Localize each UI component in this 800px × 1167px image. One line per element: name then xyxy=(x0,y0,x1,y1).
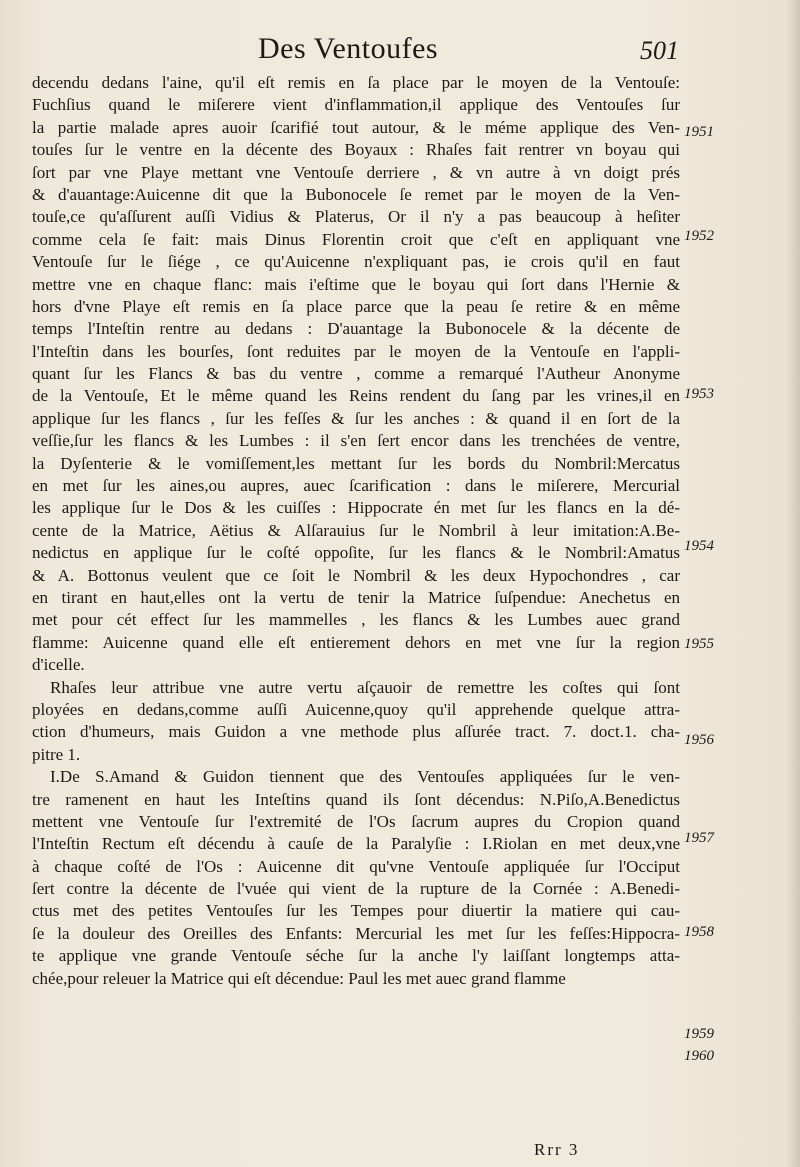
text-line: chée,pour releuer la Matrice qui eſt décendue: Paul les met auec grand flamme xyxy=(32,968,566,988)
text-line: touſe,ce qu'aſſurent auſſi Vidius & Platerus, Or il n'y a pas beaucoup à heſiter xyxy=(32,207,680,227)
text-line: ſort par vne Playe mettant vne Ventouſe derriere , & vn autre à vn doigt prés xyxy=(32,162,680,182)
running-title: Des Ventoufes xyxy=(258,32,439,65)
text-line: mettre vne en chaque flanc: mais i'eſtime que le boyau qui ſort dans l'Hernie & xyxy=(32,274,680,294)
margin-note: 1955 xyxy=(684,636,714,652)
text-line: & d'auantage:Auicenne dit que la Bubonocele ſe remet par le moyen de la Ven- xyxy=(32,184,680,204)
text-line: flamme: Auicenne quand elle eſt entierement dehors en met vne ſur la region xyxy=(32,632,680,652)
text-line: met pour cét effect ſur les mammelles , les flancs & les Lumbes auec grand xyxy=(32,610,680,630)
text-line: Rhaſes leur attribue vne autre vertu aſçauoir de remettre les coſtes qui ſont xyxy=(50,677,680,697)
text-line: ctus met des petites Ventouſes ſur les Tempes pour diuertir la matiere qui cau- xyxy=(32,901,680,921)
text-line: decendu dedans l'aine, qu'il eſt remis en ſa place par le moyen de la Ventouſe: xyxy=(32,73,680,92)
text-line: I.De S.Amand & Guidon tiennent que des Ventouſes appliquées ſur le ven- xyxy=(50,767,680,787)
text-line: Ventouſe ſur le ſiége , ce qu'Auicenne n'expliquant pas, ie crois qu'il en faut xyxy=(32,252,680,272)
margin-note: 1957 xyxy=(684,830,714,846)
text-line: touſes ſur le ventre en la décente des Boyaux : Rhaſes fait rentrer vn boyau qui xyxy=(32,140,680,160)
text-line: ction d'humeurs, mais Guidon a vne methode plus aſſurée tract. 7. doct.1. cha- xyxy=(32,722,680,742)
margin-note: 1953 xyxy=(684,386,714,402)
text-line: de la Ventouſe, Et le même quand les Reins rendent du ſang par les vrines,il en xyxy=(32,386,680,406)
text-line: & A. Bottonus veulent que ce ſoit le Nombril & les deux Hypochondres , car xyxy=(32,565,680,585)
page-header xyxy=(0,30,800,70)
text-line: ployées en dedans,comme auſſi Auicenne,quoy qu'il apprehende quelque attra- xyxy=(32,699,680,719)
margin-note: 1952 xyxy=(684,228,714,244)
text-line: à chaque coſté de l'Os : Auicenne dit qu'vne Ventouſe appliquée ſur l'Occiput xyxy=(32,856,680,876)
text-line: veſſie,ſur les flancs & les Lumbes : il s'en ſert encor dans les trenchées de ventre, xyxy=(32,431,680,451)
text-line: temps l'Inteſtin rentre au dedans : D'auantage la Bubonocele & la décente de xyxy=(32,319,680,339)
text-line: pitre 1. xyxy=(32,744,81,764)
margin-note: 1958 xyxy=(684,924,714,940)
signature-mark: Rrr 3 xyxy=(534,1140,580,1159)
margin-note: 1960 xyxy=(684,1048,714,1064)
text-line: en met ſur les aines,ou aupres, auec ſcarification : dans le miſerere, Mercurial xyxy=(32,476,680,496)
body-text xyxy=(32,72,680,990)
margin-note: 1954 xyxy=(684,538,714,554)
text-line: cente de la Matrice, Aëtius & Alſarauius ſur le Nombril à leur imitation:A.Be- xyxy=(32,520,680,540)
text-line: l'Inteſtin dans les bourſes, ſont reduites par le moyen de la Ventouſe en l'appli- xyxy=(32,341,680,361)
text-line: hors d'vne Playe eſt remis en ſa place parce que la peau ſe retire & en même xyxy=(32,296,680,316)
text-line: quant ſur les Flancs & bas du ventre , comme a remarqué l'Autheur Anonyme xyxy=(32,364,680,384)
margin-note: 1951 xyxy=(684,124,714,140)
text-line: comme cela ſe fait: mais Dinus Florentin croit que c'eſt en appliquant vne xyxy=(32,229,680,249)
text-line: applique ſur les flancs , ſur les feſſes & ſur les anches : & quand il en ſort de la xyxy=(32,408,680,428)
text-line: les applique ſur le Dos & les cuiſſes : Hippocrate én met ſur les flancs en la dé- xyxy=(32,498,680,518)
text-line: la Dyſenterie & le vomiſſement,les mettant ſur les bords du Nombril:Mercatus xyxy=(32,453,680,473)
text-line: d'icelle. xyxy=(32,655,85,675)
text-line: ſert contre la décente de l'vuée qui vient de la rupture de la Cornée : A.Benedi- xyxy=(32,879,680,899)
margin-note: 1956 xyxy=(684,732,714,748)
text-line: en tirant en haut,elles ont la vertu de tenir la Matrice ſuſpendue: Anechetus en xyxy=(32,587,680,607)
text-line: la partie malade apres auoir ſcarifié tout autour, & le méme applique des Ven- xyxy=(32,117,680,137)
text-line: mettent vne Ventouſe ſur l'extremité de l'Os ſacrum aupres du Cropion quand xyxy=(32,811,680,831)
text-line: te applique vne grande Ventouſe séche ſur la anche l'y laiſſant longtemps atta- xyxy=(32,946,680,966)
text-line: l'Inteſtin Rectum eſt décendu à cauſe de la Paralyſie : I.Riolan en met deux,vne xyxy=(32,834,680,854)
text-line: ſe la douleur des Oreilles des Enfants: Mercurial les met ſur les feſſes:Hippocra- xyxy=(32,923,680,943)
text-line: nedictus en applique ſur le coſté oppoſite, ſur les flancs & le Nombril:Amatus xyxy=(32,543,680,563)
text-line: tre ramenent en haut les Inteſtins quand ils ſont décendus: N.Piſo,A.Benedictus xyxy=(32,789,680,809)
text-line: Fuchſius quand le miſerere vient d'inflammation,il applique des Ventouſes ſur xyxy=(32,95,680,115)
margin-note: 1959 xyxy=(684,1026,714,1042)
page-edge-shadow xyxy=(786,0,800,1167)
page-number: 501 xyxy=(640,36,679,65)
